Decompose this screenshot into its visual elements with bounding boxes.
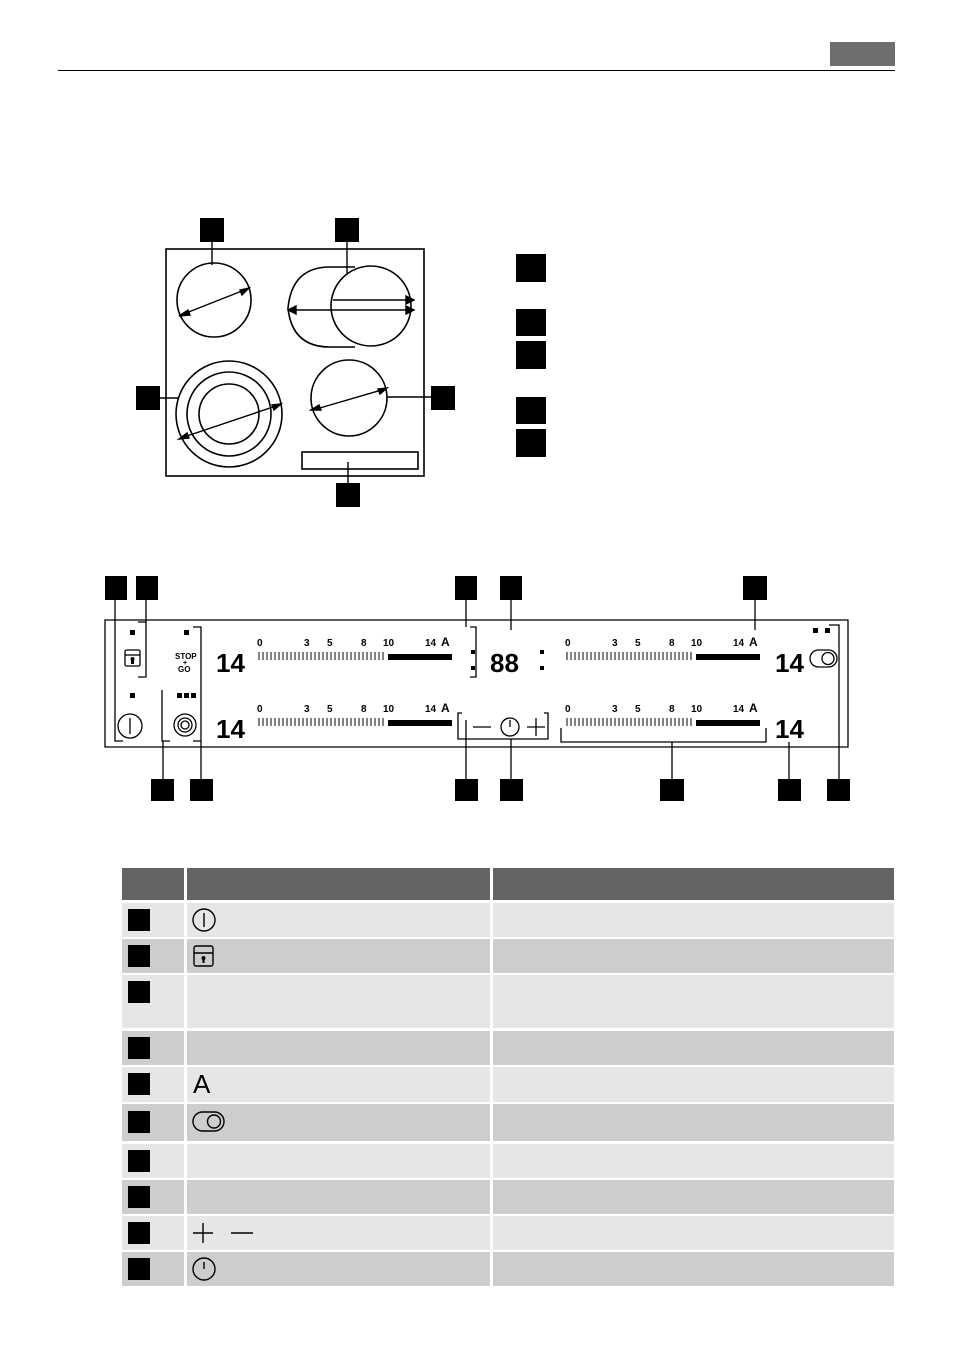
- stop-label: STOP: [175, 652, 197, 661]
- level-display: 14: [216, 714, 245, 744]
- table-row: [122, 1216, 894, 1250]
- scale-bar: [696, 654, 760, 660]
- bridge-icon: [174, 714, 196, 736]
- boost-icon: [810, 650, 837, 667]
- legend-square: [516, 309, 546, 336]
- scale-tick-label: 8: [361, 638, 367, 649]
- controls-table: [122, 868, 894, 1286]
- table-row: [122, 903, 894, 937]
- boost-icon: [191, 1110, 227, 1134]
- callout-square: [500, 779, 523, 801]
- scale-tick-label: 10: [383, 704, 395, 715]
- scale-tick-label: 8: [361, 704, 367, 715]
- scale-unit: A: [441, 635, 450, 649]
- plus-minus-icons: [191, 1221, 257, 1245]
- callout-square: [200, 218, 224, 242]
- table-row: [122, 1031, 894, 1065]
- timer-display: 88: [490, 648, 519, 678]
- automatic-heat-up-symbol: A: [193, 1069, 211, 1099]
- panel-left-edge: [105, 620, 115, 747]
- lock-icon: [192, 944, 216, 968]
- level-display: 14: [216, 648, 245, 678]
- cooking-zone-rear-right: [311, 360, 387, 436]
- scale-tick-label: 5: [327, 638, 333, 649]
- scale-tick-label: 3: [304, 638, 310, 649]
- scale-tick-label: 0: [565, 638, 571, 649]
- cooking-zone-triple-outer: [176, 361, 282, 467]
- level-display: 14: [775, 648, 804, 678]
- callout-square: [136, 386, 160, 410]
- legend-square: [516, 341, 546, 369]
- scale-tick-label: 3: [304, 704, 310, 715]
- cooking-zone-single: [177, 263, 251, 337]
- callout-square: [335, 218, 359, 242]
- scale-tick-label: 0: [257, 704, 263, 715]
- control-panel-diagram: [0, 560, 954, 820]
- callout-square: [105, 576, 127, 600]
- cooking-zone-oval-right: [331, 266, 411, 346]
- scale-tick-label: 8: [669, 638, 675, 649]
- legend-square: [516, 397, 546, 424]
- scale-tick-label: 3: [612, 704, 618, 715]
- scale-tick-label: 10: [383, 638, 395, 649]
- callout-square: [660, 779, 684, 801]
- callout-square: [500, 576, 522, 600]
- stop-go-plus: +: [183, 660, 188, 667]
- table-row: [122, 1252, 894, 1286]
- scale-tick-label: 5: [327, 704, 333, 715]
- callout-square: [827, 779, 850, 801]
- callout-square: [778, 779, 801, 801]
- scale-tick-label: 10: [691, 704, 703, 715]
- scale-tick-label: 14: [425, 704, 437, 715]
- callout-square: [455, 779, 478, 801]
- control-panel-outline: [302, 452, 418, 469]
- scale-bar: [388, 654, 452, 660]
- scale-tick-label: 0: [565, 704, 571, 715]
- callout-square: [431, 386, 455, 410]
- legend-square: [516, 429, 546, 457]
- legend-square: [516, 254, 546, 282]
- scale-tick-label: 5: [635, 704, 641, 715]
- scale-bar: [388, 720, 452, 726]
- scale-tick-label: 14: [733, 704, 745, 715]
- scale-unit: A: [749, 635, 758, 649]
- scale-unit: A: [441, 701, 450, 715]
- table-header: [122, 868, 894, 900]
- timer-icon: [191, 1256, 217, 1282]
- scale-tick-label: 8: [669, 704, 675, 715]
- power-icon: [191, 907, 217, 933]
- scale-bar: [696, 720, 760, 726]
- callout-square: [743, 576, 767, 600]
- level-display: 14: [775, 714, 804, 744]
- callout-square: [136, 576, 158, 600]
- table-row: [122, 1104, 894, 1141]
- scale-tick-label: 5: [635, 638, 641, 649]
- callout-square: [455, 576, 477, 600]
- scale-unit: A: [749, 701, 758, 715]
- scale-tick-label: 10: [691, 638, 703, 649]
- callout-square: [190, 779, 213, 801]
- table-row: [122, 1180, 894, 1214]
- table-row: [122, 1144, 894, 1178]
- scale-tick-label: 14: [425, 638, 437, 649]
- callout-square: [151, 779, 174, 801]
- scale-tick-label: 14: [733, 638, 745, 649]
- hob-diagram: [0, 0, 954, 560]
- table-row: [122, 1067, 894, 1102]
- table-row: [122, 975, 894, 1028]
- table-row: [122, 939, 894, 973]
- go-label: GO: [178, 665, 191, 674]
- callout-square: [336, 483, 360, 507]
- scale-tick-label: 3: [612, 638, 618, 649]
- scale-tick-label: 0: [257, 638, 263, 649]
